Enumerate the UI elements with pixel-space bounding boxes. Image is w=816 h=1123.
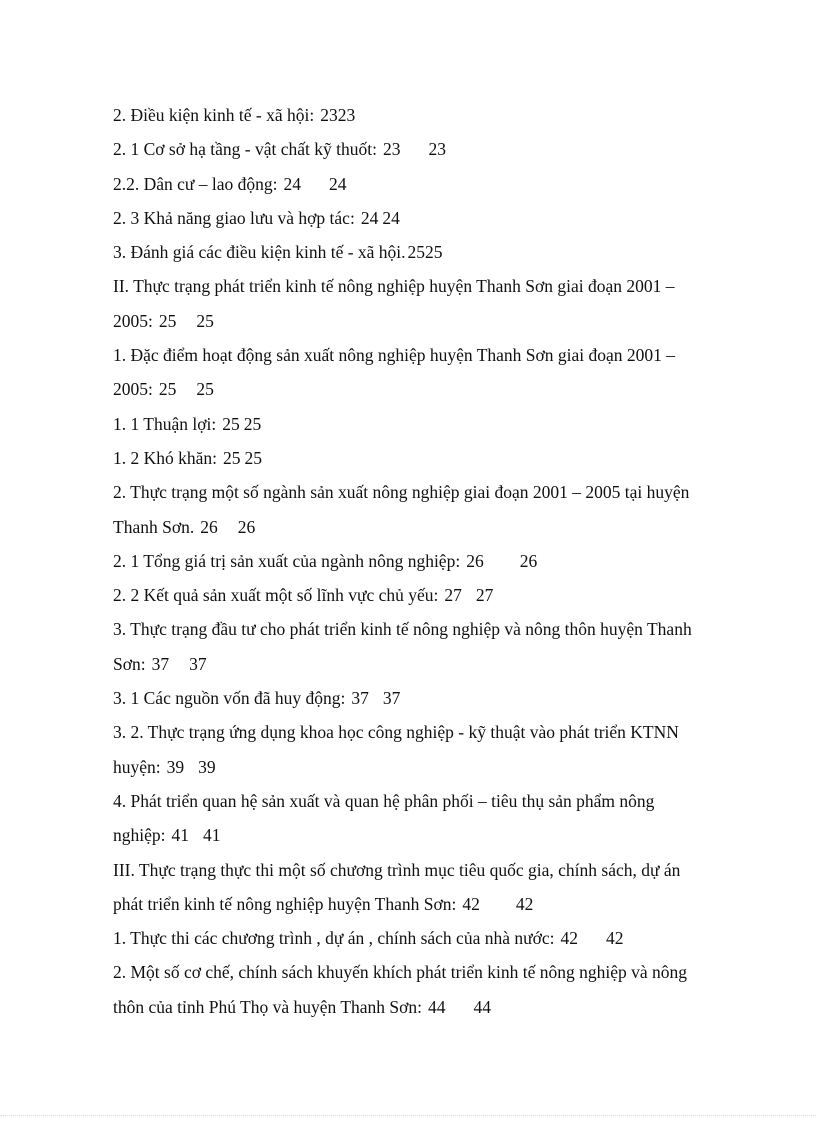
toc-entry — [113, 304, 743, 338]
toc-entry-text: thôn của tỉnh Phú Thọ và huyện Thanh Sơn: — [113, 996, 423, 1017]
toc-entry-text: 1. Đặc điểm hoạt động sản xuất nông nghiệp huyện Thanh Sơn giai đoạn 2001 – — [113, 345, 676, 366]
toc-entry — [113, 441, 743, 475]
toc-page-number-repeat: 27 — [475, 585, 494, 606]
toc-entry-text: 2. 2 Kết quả sản xuất một số lĩnh vực chủ yếu: — [113, 585, 439, 606]
page-bottom-border — [0, 1115, 816, 1117]
toc-page-number-repeat: 23 — [428, 139, 446, 160]
toc-page-number: 25 — [407, 242, 426, 263]
toc-page-number: 24 — [283, 173, 302, 194]
toc-entry-text: 2. Thực trạng một số ngành sản xuất nông nghiệp giai đoạn 2001 – 2005 tại huyện — [113, 482, 690, 503]
toc-entry-text: 2. 1 Cơ sở hạ tầng - vật chất kỹ thuốt: — [113, 139, 377, 160]
toc-page-number-repeat: 26 — [519, 550, 538, 571]
toc-entry — [113, 132, 743, 166]
toc-page-number: 41 — [171, 825, 189, 846]
toc-entry-text: 1. Thực thi các chương trình , dự án , chính sách của nhà nước: — [113, 928, 555, 949]
toc-entry-text: Sơn: — [113, 653, 146, 674]
toc-entry-text: 2. Điều kiện kinh tế - xã hội: — [113, 105, 315, 125]
toc-page-number-repeat: 42 — [605, 928, 624, 949]
toc-entry-text: 2005: — [113, 310, 153, 331]
toc-entry — [113, 612, 743, 646]
toc-page-number: 25 — [223, 447, 241, 468]
toc-page-number-repeat: 25 — [243, 413, 262, 434]
toc-page-number: 39 — [166, 756, 185, 777]
toc-page-number-repeat: 44 — [473, 996, 492, 1017]
toc-entry-text: III. Thực trạng thực thi một số chương trình mục tiêu quốc gia, chính sách, dự án — [113, 859, 681, 880]
toc-entry — [113, 338, 743, 372]
toc-page-number-repeat: 41 — [203, 825, 221, 846]
toc-entry-text: II. Thực trạng phát triển kinh tế nông nghiệp huyện Thanh Sơn giai đoạn 2001 – — [113, 276, 675, 297]
toc-entry — [113, 235, 743, 269]
toc-entry-text: 1. 2 Khó khăn: — [113, 447, 218, 468]
toc-entry — [113, 750, 743, 784]
toc-page-number-repeat: 26 — [237, 516, 256, 537]
toc-entry — [113, 921, 743, 955]
toc-page-number: 26 — [466, 550, 484, 571]
toc-page-number: 25 — [222, 413, 240, 434]
toc-page-number: 37 — [151, 653, 170, 674]
toc-entry — [113, 98, 743, 132]
toc-entry — [113, 647, 743, 681]
toc-page-number-repeat: 25 — [244, 447, 263, 468]
toc-entry-text: 3. Thực trạng đầu tư cho phát triển kinh tế nông nghiệp và nông thôn huyện Thanh — [113, 619, 692, 640]
toc-page-number: 42 — [560, 928, 578, 949]
toc-entry — [113, 818, 743, 852]
toc-entry-text: phát triển kinh tế nông nghiệp huyện Thanh Sơn: — [113, 893, 457, 914]
toc-entry-text: 2. 3 Khả năng giao lưu và hợp tác: — [113, 207, 355, 228]
toc-page-number-repeat: 37 — [382, 688, 401, 709]
toc-entry-text: 3. 2. Thực trạng ứng dụng khoa học công nghiệp - kỹ thuật vào phát triển KTNN — [113, 722, 679, 743]
toc-page-number: 42 — [462, 893, 480, 914]
toc-entry — [113, 201, 743, 235]
toc-page-number: 23 — [320, 105, 338, 125]
table-of-contents — [113, 98, 743, 1024]
toc-entry — [113, 853, 743, 887]
toc-entry-text: nghiệp: — [113, 825, 166, 846]
toc-page-number-repeat: 37 — [189, 653, 207, 674]
toc-entry-text: 2.2. Dân cư – lao động: — [113, 173, 278, 194]
toc-entry-text: 2. Một số cơ chế, chính sách khuyến khích phát triển kinh tế nông nghiệp và nông — [113, 962, 687, 983]
toc-entry-text: 3. 1 Các nguồn vốn đã huy động: — [113, 688, 346, 709]
toc-entry — [113, 510, 743, 544]
toc-entry-text: 1. 1 Thuận lợi: — [113, 413, 217, 434]
toc-entry — [113, 544, 743, 578]
toc-entry-text: 3. Đánh giá các điều kiện kinh tế - xã hội. — [113, 242, 406, 263]
toc-page-number: 37 — [351, 688, 369, 709]
toc-entry — [113, 578, 743, 612]
toc-entry — [113, 784, 743, 818]
toc-entry — [113, 475, 743, 509]
toc-page-number-repeat: 25 — [196, 379, 214, 400]
toc-page-number: 26 — [200, 516, 218, 537]
toc-entry-text: 2005: — [113, 379, 153, 400]
toc-entry-text: Thanh Sơn. — [113, 516, 195, 537]
toc-entry — [113, 681, 743, 715]
toc-page-number-repeat: 23 — [337, 105, 356, 125]
toc-page-number-repeat: 24 — [329, 173, 347, 194]
toc-entry — [113, 990, 743, 1024]
toc-page-number: 24 — [360, 207, 379, 228]
toc-entry-text: 2. 1 Tổng giá trị sản xuất của ngành nông nghiệp: — [113, 550, 461, 571]
toc-page-number-repeat: 25 — [425, 242, 443, 263]
toc-page-number: 25 — [158, 379, 177, 400]
toc-entry-text: 4. Phát triển quan hệ sản xuất và quan hệ phân phối – tiêu thụ sản phẩm nông — [113, 790, 655, 811]
toc-page-number: 25 — [158, 310, 177, 331]
toc-entry — [113, 955, 743, 989]
toc-entry — [113, 167, 743, 201]
toc-page-number-repeat: 24 — [382, 207, 400, 228]
toc-entry — [113, 887, 743, 921]
toc-page-number-repeat: 25 — [196, 310, 214, 331]
toc-entry — [113, 715, 743, 749]
toc-page-number: 27 — [444, 585, 462, 606]
toc-entry — [113, 407, 743, 441]
toc-entry — [113, 269, 743, 303]
toc-entry — [113, 372, 743, 406]
toc-page-number: 44 — [428, 996, 446, 1017]
toc-page-number-repeat: 42 — [515, 893, 534, 914]
toc-entry-text: huyện: — [113, 756, 161, 777]
toc-page-number: 23 — [382, 139, 401, 160]
toc-page-number-repeat: 39 — [198, 756, 216, 777]
